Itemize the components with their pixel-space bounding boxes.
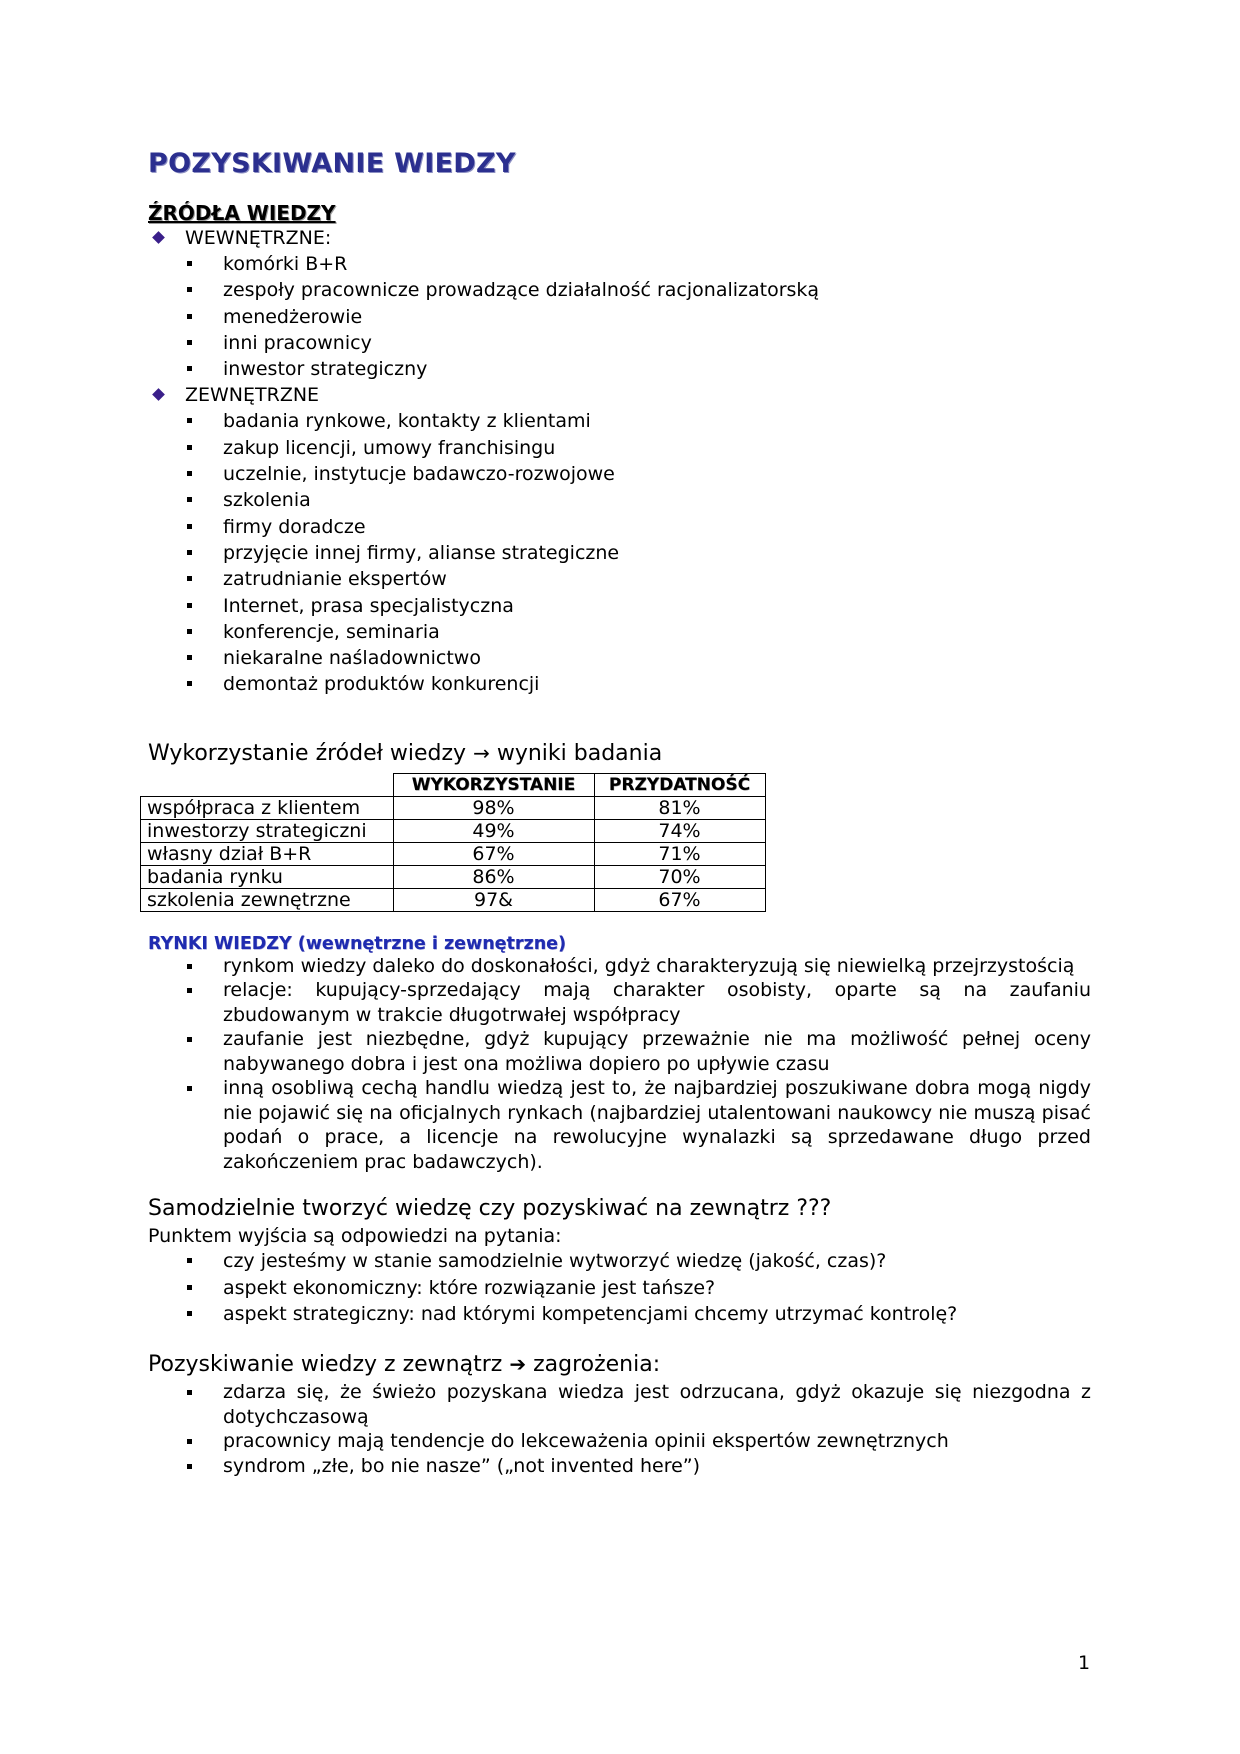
list-item: pracownicy mają tendencje do lekceważenia opinii ekspertów zewnętrznych (148, 1429, 1091, 1454)
square-bullet-icon (187, 366, 192, 371)
usage-cell: 86% (393, 865, 594, 888)
page-number: 1 (1078, 1652, 1091, 1674)
square-bullet-icon (187, 497, 192, 502)
square-bullet-icon (187, 576, 192, 581)
column-header: PRZYDATNOŚĆ (594, 773, 765, 796)
column-header: WYKORZYSTANIE (393, 773, 594, 796)
list-item: aspekt strategiczny: nad którymi kompetencjami chcemy utrzymać kontrolę? (148, 1301, 1093, 1327)
list-item: menedżerowie (148, 304, 1093, 330)
usefulness-cell: 74% (594, 819, 765, 842)
sources-heading: ŹRÓDŁA WIEDZY (148, 201, 336, 225)
square-bullet-icon (187, 418, 192, 423)
usage-cell: 67% (393, 842, 594, 865)
square-bullet-icon (187, 340, 192, 345)
list-item: uczelnie, instytucje badawczo-rozwojowe (148, 461, 1093, 487)
list-item: zaufanie jest niezbędne, gdyż kupujący przeważnie nie ma możliwość pełnej oceny nabywanego dobra i jest ona możliwa dopiero po upływie czasu (148, 1027, 1091, 1076)
table-row (141, 842, 766, 865)
list-item: aspekt ekonomiczny: które rozwiązanie jest tańsze? (148, 1275, 1093, 1301)
usage-heading: Wykorzystanie źródeł wiedzy → wyniki badania (148, 740, 663, 766)
square-bullet-icon (187, 681, 192, 686)
square-bullet-icon (187, 471, 192, 476)
square-bullet-icon (187, 1464, 192, 1469)
table-row (141, 819, 766, 842)
square-bullet-icon (187, 524, 192, 529)
list-item: inwestor strategiczny (148, 356, 1093, 382)
usage-cell: 98% (393, 796, 594, 819)
square-bullet-icon (187, 1086, 192, 1091)
usefulness-cell: 71% (594, 842, 765, 865)
group-label: WEWNĘTRZNE: (185, 227, 332, 249)
list-item: konferencje, seminaria (148, 619, 1093, 645)
square-bullet-icon (187, 964, 192, 969)
source-group-internal (148, 225, 1093, 251)
list-item: badania rynkowe, kontakty z klientami (148, 408, 1093, 434)
markets-list (148, 954, 1091, 1175)
row-label: inwestorzy strategiczni (141, 819, 394, 842)
arrow-right-icon: → (473, 740, 490, 765)
square-bullet-icon (187, 629, 192, 634)
square-bullet-icon (187, 1439, 192, 1444)
table-header-row (141, 773, 766, 796)
group-label: ZEWNĘTRZNE (185, 384, 320, 407)
usage-table (140, 773, 766, 912)
threats-list (148, 1380, 1091, 1478)
list-item: rynkom wiedzy daleko do doskonałości, gdyż charakteryzują się niewielką przejrzystością (148, 954, 1091, 979)
list-item: relacje: kupujący-sprzedający mają charakter osobisty, oparte są na zaufaniu zbudowanym w trakcie długotrwałej współpracy (148, 978, 1091, 1027)
table-row (141, 865, 766, 888)
square-bullet-icon (187, 314, 192, 319)
make-or-buy-list (148, 1248, 1093, 1327)
list-item: zakup licencji, umowy franchisingu (148, 435, 1093, 461)
list-item: zdarza się, że świeżo pozyskana wiedza jest odrzucana, gdyż okazuje się niezgodna z dotychczasową (148, 1380, 1091, 1429)
square-bullet-icon (187, 261, 192, 266)
row-label: szkolenia zewnętrzne (141, 888, 394, 911)
page-title: POZYSKIWANIE WIEDZY (148, 148, 516, 179)
row-label: własny dział B+R (141, 842, 394, 865)
square-bullet-icon (187, 1311, 192, 1316)
document-page (148, 148, 1093, 1478)
square-bullet-icon (187, 1285, 192, 1290)
list-item: komórki B+R (148, 251, 1093, 277)
row-label: współpraca z klientem (141, 796, 394, 819)
list-item: zespoły pracownicze prowadzące działalność racjonalizatorską (148, 277, 1093, 303)
list-item: zatrudnianie ekspertów (148, 566, 1093, 592)
list-item: czy jesteśmy w stanie samodzielnie wytworzyć wiedzę (jakość, czas)? (148, 1248, 1093, 1274)
row-label: badania rynku (141, 865, 394, 888)
list-item: przyjęcie innej firmy, alianse strategiczne (148, 540, 1093, 566)
sources-list-external (148, 382, 1093, 408)
external-sources-list (148, 408, 1093, 697)
square-bullet-icon (187, 1037, 192, 1042)
diamond-bullet-icon (152, 389, 165, 402)
square-bullet-icon (187, 445, 192, 450)
diamond-bullet-icon (152, 231, 165, 244)
list-item: niekaralne naśladownictwo (148, 645, 1093, 671)
square-bullet-icon (187, 287, 192, 292)
usefulness-cell: 67% (594, 888, 765, 911)
table-row (141, 796, 766, 819)
sources-list (148, 225, 1093, 251)
list-item: firmy doradcze (148, 514, 1093, 540)
square-bullet-icon (187, 603, 192, 608)
internal-sources-list (148, 251, 1093, 382)
usefulness-cell: 81% (594, 796, 765, 819)
list-item: inni pracownicy (148, 330, 1093, 356)
make-or-buy-intro: Punktem wyjścia są odpowiedzi na pytania: (148, 1225, 562, 1248)
make-or-buy-heading: Samodzielnie tworzyć wiedzę czy pozyskiwać na zewnątrz ??? (148, 1196, 832, 1222)
threats-heading: Pozyskiwanie wiedzy z zewnątrz ➔ zagrożenia: (148, 1352, 661, 1378)
arrow-right-icon: ➔ (509, 1352, 527, 1377)
list-item: demontaż produktów konkurencji (148, 671, 1093, 697)
square-bullet-icon (187, 550, 192, 555)
list-item: syndrom „złe, bo nie nasze” („not invented here”) (148, 1454, 1091, 1479)
square-bullet-icon (187, 655, 192, 660)
list-item: szkolenia (148, 487, 1093, 513)
usefulness-cell: 70% (594, 865, 765, 888)
list-item: inną osobliwą cechą handlu wiedzą jest to, że najbardziej poszukiwane dobra mogą nigdy nie pojawić się na oficjalnych rynkach (najbardziej utalentowani naukowcy nie muszą pisać podań o prace, a licencje na rewolucyjne wynalazki są sprzedawane długo przed zakończeniem prac badawczych). (148, 1076, 1091, 1174)
markets-heading: RYNKI WIEDZY (wewnętrzne i zewnętrzne) (148, 933, 567, 954)
source-group-external (148, 382, 1093, 408)
usage-cell: 49% (393, 819, 594, 842)
square-bullet-icon (187, 1390, 192, 1395)
square-bullet-icon (187, 988, 192, 993)
table-row (141, 888, 766, 911)
list-item: Internet, prasa specjalistyczna (148, 593, 1093, 619)
usage-cell: 97& (393, 888, 594, 911)
square-bullet-icon (187, 1258, 192, 1263)
